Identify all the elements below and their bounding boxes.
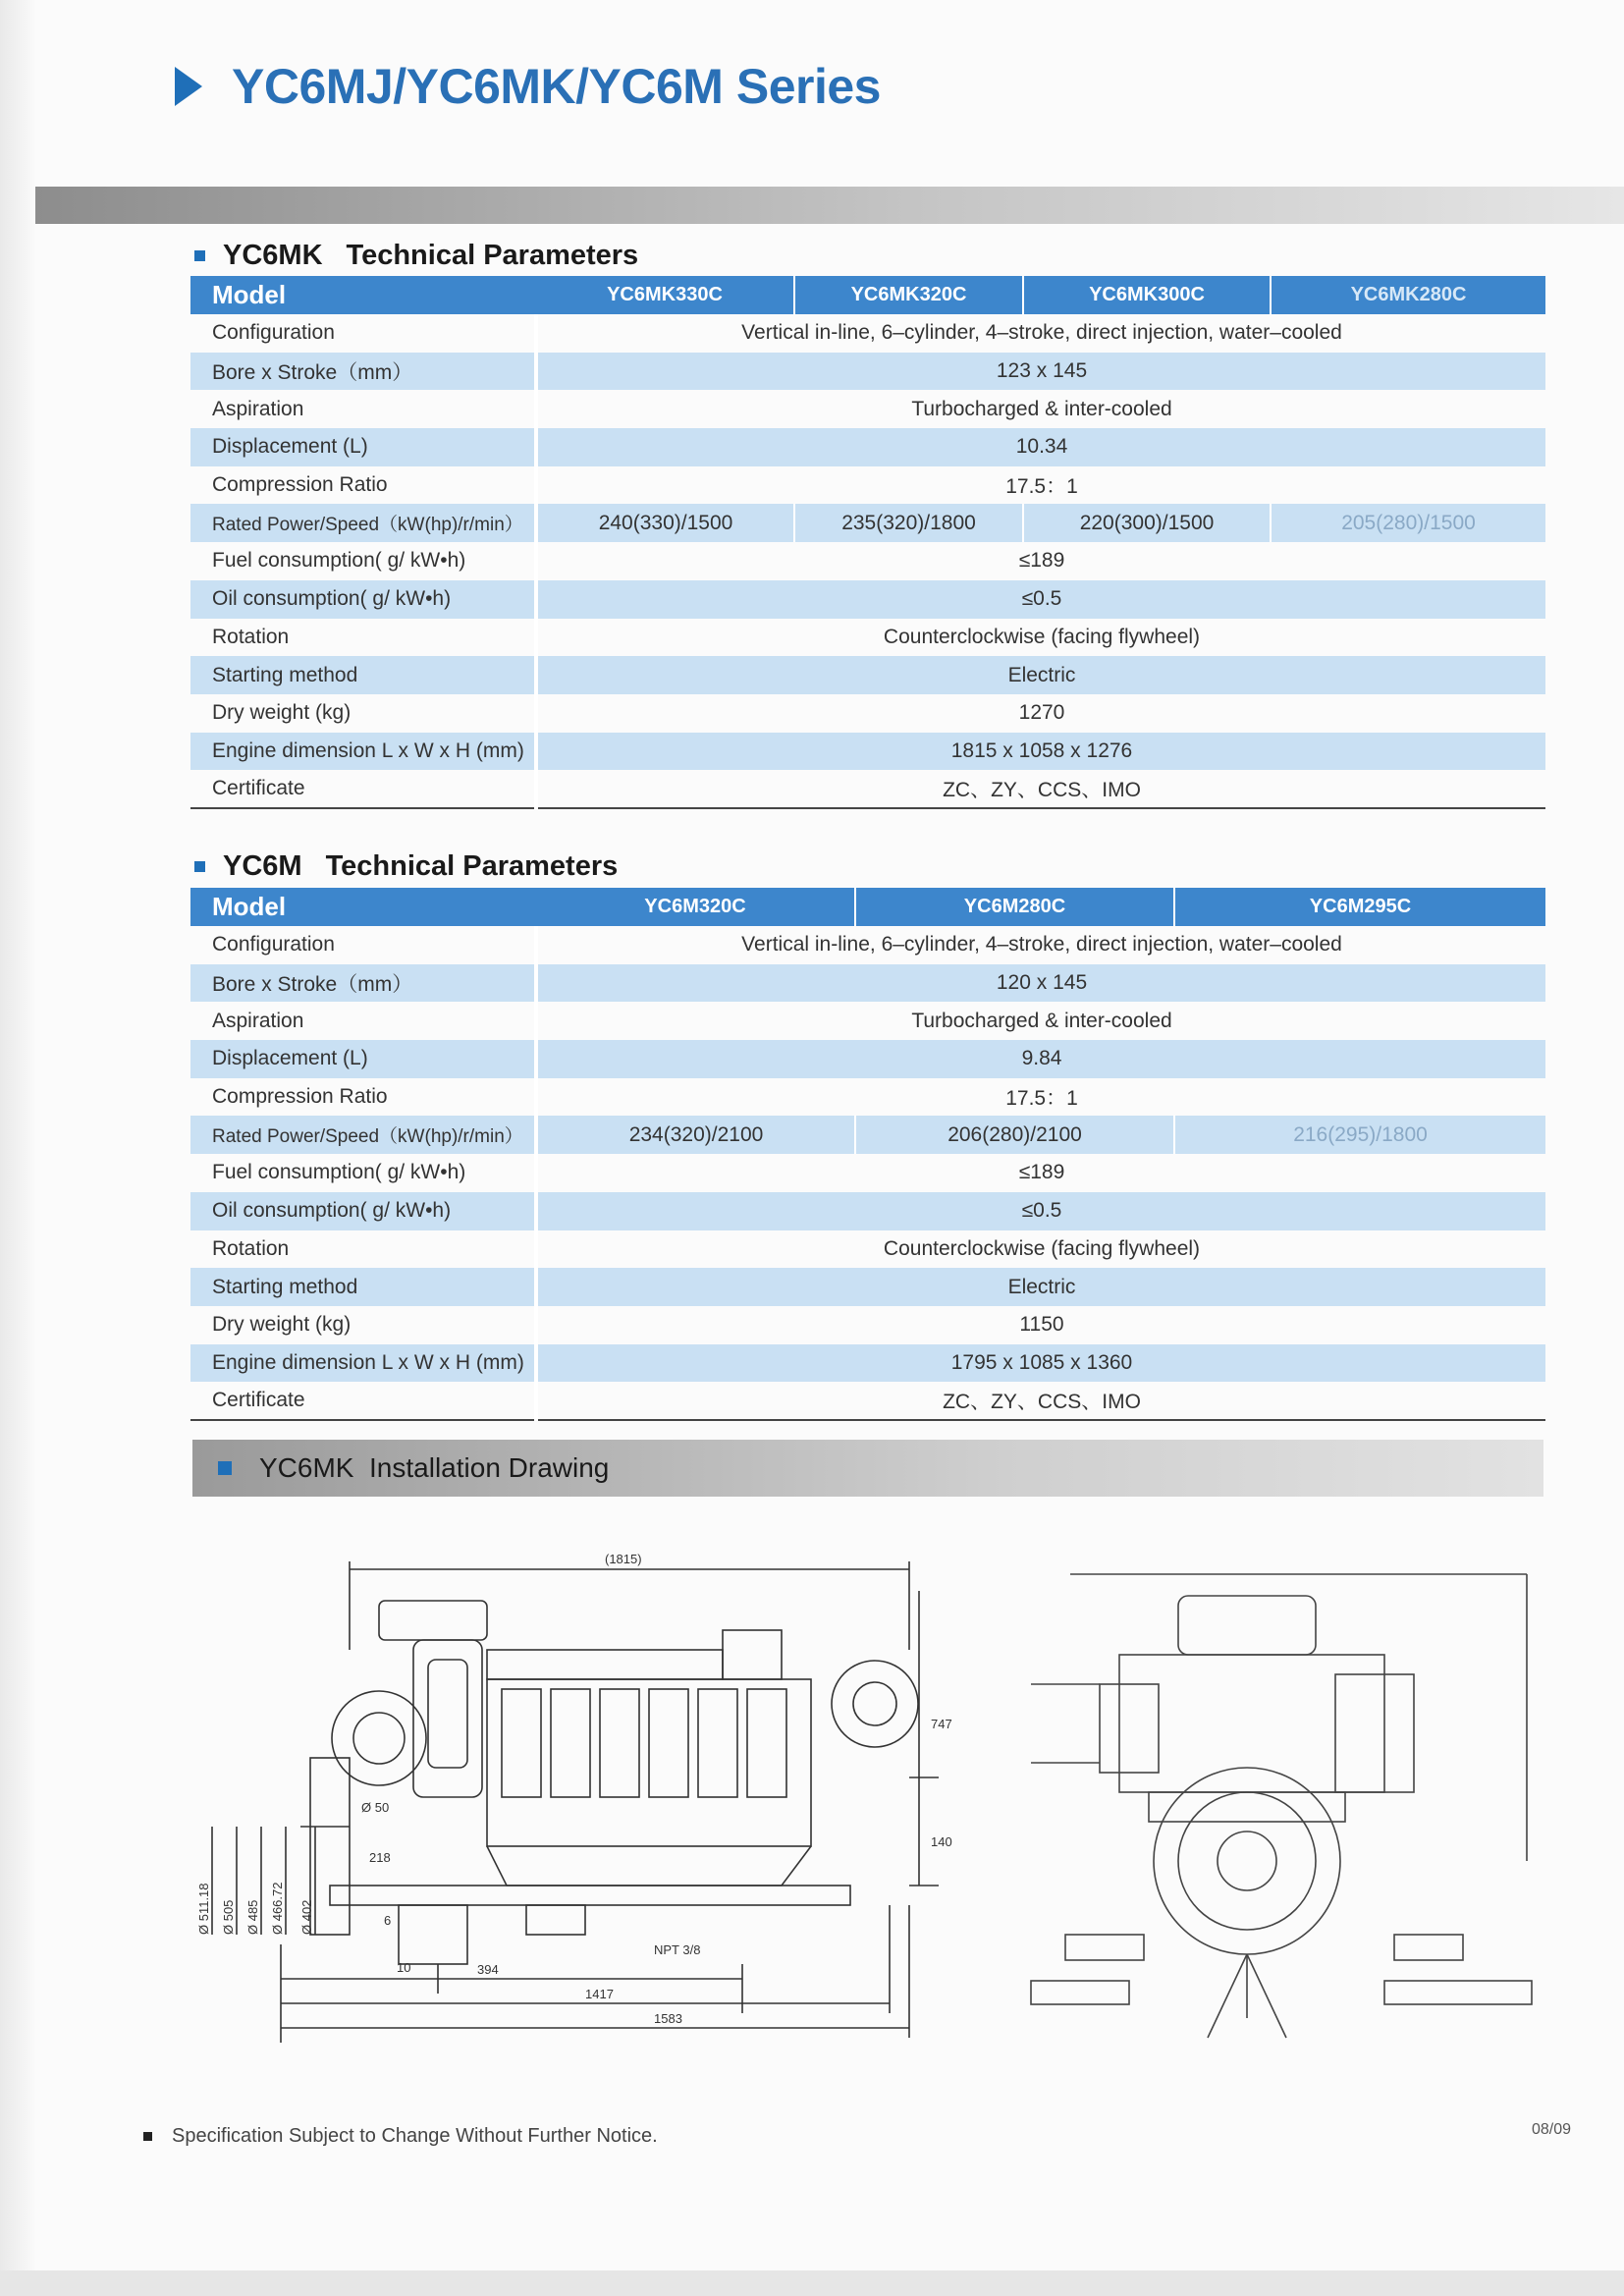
row-value: 234(320)/2100 xyxy=(536,1116,855,1154)
row-value: Counterclockwise (facing flywheel) xyxy=(883,1236,1201,1260)
model-column-header: YC6M295C xyxy=(1174,888,1545,926)
table-row xyxy=(190,733,1545,771)
row-label: Fuel consumption( g/ kW•h) xyxy=(190,1154,536,1192)
row-label: Bore x Stroke（mm） xyxy=(190,353,536,391)
installation-heading xyxy=(259,1452,609,1484)
row-label: Dry weight (kg) xyxy=(190,694,536,733)
row-value: 216(295)/1800 xyxy=(1174,1116,1545,1154)
table-row xyxy=(190,1154,1545,1192)
table-row xyxy=(190,390,1545,428)
row-label: Engine dimension L x W x H (mm) xyxy=(190,1344,536,1383)
section-model: YC6M xyxy=(223,850,302,882)
dim-label: 140 xyxy=(931,1834,952,1849)
page-title-row xyxy=(175,57,881,116)
dim-label: 394 xyxy=(477,1962,499,1977)
table-row xyxy=(190,542,1545,580)
row-label: Fuel consumption( g/ kW•h) xyxy=(190,542,536,580)
table-row xyxy=(190,1002,1545,1040)
section-heading: Technical Parameters xyxy=(325,850,619,882)
row-label: Aspiration xyxy=(190,390,536,428)
row-value: 235(320)/1800 xyxy=(794,504,1023,542)
model-column-header: YC6MK300C xyxy=(1023,276,1271,314)
row-value: 1815 x 1058 x 1276 xyxy=(536,733,1545,771)
footnote xyxy=(143,2125,658,2148)
row-value: ZC、ZY、CCS、IMO xyxy=(536,1382,1545,1420)
table-row xyxy=(190,656,1545,694)
dim-label: Ø 466.72 xyxy=(270,1882,285,1935)
row-value: 120 x 145 xyxy=(536,964,1545,1003)
row-value: 205(280)/1500 xyxy=(1271,504,1545,542)
dim-label: Ø 50 xyxy=(361,1800,390,1815)
page-title: YC6MJ/YC6MK/YC6M Series xyxy=(232,59,881,114)
table-row xyxy=(190,1116,1545,1154)
dim-label: NPT 3/8 xyxy=(654,1942,701,1957)
model-column-header: YC6MK280C xyxy=(1271,276,1545,314)
title-arrow-icon xyxy=(175,67,202,106)
row-label: Engine dimension L x W x H (mm) xyxy=(190,733,536,771)
row-value: Vertical in-line, 6–cylinder, 4–stroke, direct injection, water–cooled xyxy=(741,321,1342,345)
row-value: 240(330)/1500 xyxy=(536,504,794,542)
yc6m-parameters-table xyxy=(190,888,1545,1421)
row-label: Configuration xyxy=(190,926,536,964)
row-label: Starting method xyxy=(190,656,536,694)
engine-side-view-drawing xyxy=(192,1532,968,2082)
dim-label: 10 xyxy=(397,1960,411,1975)
dim-label: 218 xyxy=(369,1850,391,1865)
install-heading-text: Installation Drawing xyxy=(369,1452,610,1483)
row-label: Oil consumption( g/ kW•h) xyxy=(190,1192,536,1230)
page-number: 08/09 xyxy=(1532,2121,1572,2138)
model-header: Model xyxy=(190,276,536,314)
table-row xyxy=(190,504,1545,542)
row-value: ≤0.5 xyxy=(536,580,1545,619)
row-label: Displacement (L) xyxy=(190,428,536,466)
row-label: Configuration xyxy=(190,314,536,353)
dim-label: 1583 xyxy=(654,2011,682,2026)
page-bottom-margin xyxy=(0,2270,1624,2296)
row-label: Starting method xyxy=(190,1268,536,1306)
row-label: Displacement (L) xyxy=(190,1040,536,1078)
table-row xyxy=(190,964,1545,1003)
table-row xyxy=(190,466,1545,505)
row-label: Rotation xyxy=(190,619,536,657)
table-row xyxy=(190,1040,1545,1078)
yc6mk-parameters-table xyxy=(190,276,1545,809)
row-label: Bore x Stroke（mm） xyxy=(190,964,536,1003)
footnote-text: Specification Subject to Change Without Further Notice. xyxy=(172,2125,658,2147)
row-label: Compression Ratio xyxy=(190,1078,536,1117)
table-row xyxy=(190,1192,1545,1230)
dim-label: 747 xyxy=(931,1717,952,1731)
model-column-header: YC6MK330C xyxy=(536,276,794,314)
bullet-square-icon xyxy=(194,861,205,872)
bullet-square-icon xyxy=(143,2132,152,2141)
table-row xyxy=(190,1078,1545,1117)
dim-label: Ø 505 xyxy=(221,1899,236,1935)
engine-front-view-drawing xyxy=(1011,1566,1561,2062)
dim-label: Ø 511.18 xyxy=(196,1883,211,1935)
yc6m-section-title xyxy=(194,850,618,883)
row-value: 123 x 145 xyxy=(536,353,1545,391)
table-header-row xyxy=(190,888,1545,926)
row-label: Oil consumption( g/ kW•h) xyxy=(190,580,536,619)
row-value: ≤0.5 xyxy=(536,1192,1545,1230)
dim-label: Ø 402 xyxy=(299,1899,314,1935)
row-label: Rotation xyxy=(190,1230,536,1269)
row-value: Vertical in-line, 6–cylinder, 4–stroke, direct injection, water–cooled xyxy=(741,933,1342,957)
section-heading: Technical Parameters xyxy=(346,240,639,271)
row-value: Electric xyxy=(536,656,1545,694)
row-value: ZC、ZY、CCS、IMO xyxy=(536,770,1545,808)
table-row xyxy=(190,580,1545,619)
model-header: Model xyxy=(190,888,536,926)
row-value: 17.5：1 xyxy=(1005,475,1078,499)
table-row xyxy=(190,1382,1545,1420)
header-band xyxy=(35,187,1624,224)
row-label: Compression Ratio xyxy=(190,466,536,505)
row-value: 220(300)/1500 xyxy=(1023,504,1271,542)
table-row xyxy=(190,353,1545,391)
row-label: Aspiration xyxy=(190,1002,536,1040)
dim-label: 1417 xyxy=(585,1987,614,2001)
row-label: Certificate xyxy=(190,770,536,808)
model-column-header: YC6M320C xyxy=(536,888,855,926)
row-value: 1270 xyxy=(1018,701,1065,725)
bullet-square-icon xyxy=(218,1461,232,1475)
dim-overall-length: (1815) xyxy=(605,1552,642,1566)
table-row xyxy=(190,1306,1545,1344)
row-label: Rated Power/Speed（kW(hp)/r/min） xyxy=(190,504,536,542)
model-column-header: YC6M280C xyxy=(855,888,1174,926)
table-row xyxy=(190,314,1545,353)
table-header-row xyxy=(190,276,1545,314)
dim-label: Ø 485 xyxy=(245,1899,260,1935)
section-model: YC6MK xyxy=(223,240,323,271)
row-value: ≤189 xyxy=(1018,1161,1065,1184)
row-label: Certificate xyxy=(190,1382,536,1420)
installation-drawing-band xyxy=(192,1440,1543,1497)
row-value: 17.5：1 xyxy=(1005,1087,1078,1111)
table-row xyxy=(190,428,1545,466)
page-binding-edge xyxy=(0,0,35,2296)
table-row xyxy=(190,694,1545,733)
yc6mk-section-title xyxy=(194,240,638,272)
table-row xyxy=(190,619,1545,657)
row-value: 10.34 xyxy=(536,428,1545,466)
row-value: ≤189 xyxy=(1018,549,1065,573)
install-heading-model: YC6MK xyxy=(259,1452,354,1483)
row-value: Turbocharged & inter-cooled xyxy=(911,1009,1172,1032)
row-value: 206(280)/2100 xyxy=(855,1116,1174,1154)
row-value: Turbocharged & inter-cooled xyxy=(911,397,1172,420)
row-value: Counterclockwise (facing flywheel) xyxy=(883,625,1201,648)
table-row xyxy=(190,1268,1545,1306)
model-column-header: YC6MK320C xyxy=(794,276,1023,314)
row-label: Dry weight (kg) xyxy=(190,1306,536,1344)
table-row xyxy=(190,1230,1545,1269)
bullet-square-icon xyxy=(194,250,205,261)
table-row xyxy=(190,770,1545,808)
row-value: Electric xyxy=(536,1268,1545,1306)
table-row xyxy=(190,1344,1545,1383)
row-value: 1795 x 1085 x 1360 xyxy=(536,1344,1545,1383)
row-value: 9.84 xyxy=(536,1040,1545,1078)
dim-label: 6 xyxy=(384,1913,392,1928)
row-label: Rated Power/Speed（kW(hp)/r/min） xyxy=(190,1116,536,1154)
row-value: 1150 xyxy=(1019,1313,1064,1337)
table-row xyxy=(190,926,1545,964)
